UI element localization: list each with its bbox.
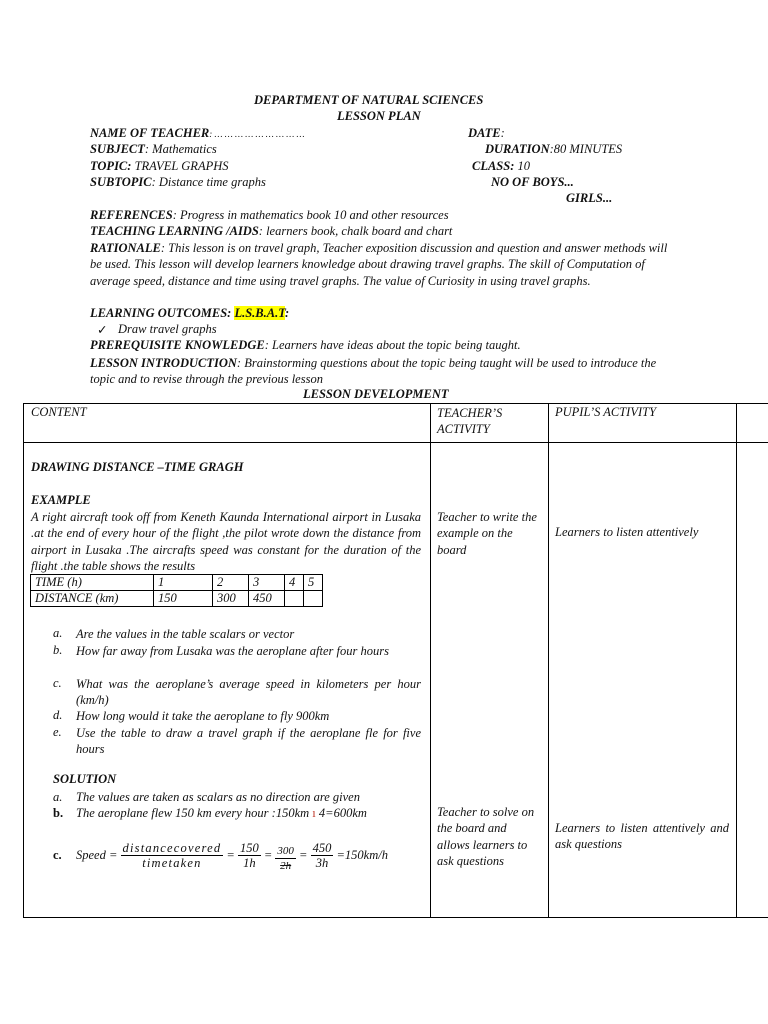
solution-letter-c: c.	[53, 848, 62, 862]
subject-label: SUBJECT	[90, 142, 145, 156]
date-label: DATE	[468, 126, 501, 140]
fraction-distance-time	[121, 841, 224, 870]
lesson-development-title: LESSON DEVELOPMENT	[303, 387, 449, 401]
table-cell	[285, 591, 304, 607]
solution-text-b	[76, 806, 367, 821]
aids-line	[90, 224, 452, 239]
teacher-activity-1: Teacher to write the example on the board	[437, 510, 537, 557]
duration-label: DURATION	[485, 142, 550, 156]
class-line	[472, 159, 530, 174]
fraction-numerator: distancecovered	[122, 841, 222, 855]
date-line	[468, 126, 505, 141]
table-cell: 2	[213, 575, 249, 591]
date-value: :	[500, 126, 505, 140]
table-col-divider-1	[430, 403, 431, 918]
table-cell: 4	[285, 575, 304, 591]
handwritten-mark: ı	[312, 806, 316, 820]
boys-label: NO OF BOYS...	[491, 175, 574, 189]
references-text: : Progress in mathematics book 10 and other resources	[172, 208, 449, 222]
duration-value: :80 MINUTES	[549, 142, 623, 156]
class-label: CLASS:	[472, 159, 515, 173]
table-header-divider	[23, 442, 768, 443]
table-row	[31, 575, 323, 591]
col-header-teacher: TEACHER’S ACTIVITY	[437, 406, 503, 437]
rationale-label: RATIONALE	[90, 241, 161, 255]
prerequisite-label: PREREQUISITE KNOWLEDGE	[90, 338, 265, 352]
question-text: Are the values in the table scalars or vector	[76, 627, 295, 641]
outcomes-line	[90, 306, 289, 321]
teacher-name-line	[90, 126, 305, 141]
subject-line	[90, 142, 217, 157]
equals-sign: =	[263, 848, 276, 862]
teacher-name-value: : … … … … … … … … …	[209, 129, 305, 139]
table-border-left	[23, 403, 24, 918]
table-cell: 5	[304, 575, 323, 591]
speed-result: =150km/h	[336, 848, 388, 862]
fraction-150-1h	[238, 841, 261, 870]
fraction-450-3h	[311, 841, 334, 870]
table-row	[31, 591, 323, 607]
table-cell: 1	[154, 575, 213, 591]
question-letter: b.	[53, 643, 63, 657]
outcomes-label: LEARNING OUTCOMES:	[90, 306, 235, 320]
outcome-item: Draw travel graphs	[118, 322, 217, 336]
topic-line	[90, 159, 229, 174]
question-text: How long would it take the aeroplane to fly 900km	[76, 709, 330, 723]
references-label: REFERENCES	[90, 208, 173, 222]
question-letter: e.	[53, 725, 62, 739]
table-col-divider-2	[548, 403, 549, 918]
question-text: Use the table to draw a travel graph if the aeroplane fle for five hours	[76, 726, 421, 757]
fraction-numerator: 450	[312, 841, 332, 855]
col-header-pupil: PUPIL’S ACTIVITY	[555, 405, 657, 419]
table-cell: TIME (h)	[31, 575, 154, 591]
subtopic-label: SUBTOPIC	[90, 175, 152, 189]
subject-value: : Mathematics	[144, 142, 217, 156]
prerequisite-text: : Learners have ideas about the topic being taught.	[264, 338, 521, 352]
aids-text: : learners book, chalk board and chart	[258, 224, 453, 238]
solution-b-part-1: The aeroplane flew 150 km every hour :150km	[76, 806, 313, 820]
fraction-denominator: 2h	[280, 860, 292, 872]
question-text: How far away from Lusaka was the aeroplane after four hours	[76, 644, 389, 658]
prerequisite-line	[90, 338, 521, 353]
table-border-bottom	[23, 917, 768, 918]
question-letter: a.	[53, 626, 63, 640]
subtopic-value: : Distance time graphs	[151, 175, 266, 189]
equals-sign: =	[299, 848, 311, 862]
lesson-plan-title: LESSON PLAN	[337, 109, 421, 123]
solution-b-part-2: 4=600km	[315, 806, 367, 820]
equals-sign: =	[226, 848, 238, 862]
speed-equation	[76, 838, 388, 873]
references-line	[90, 208, 449, 223]
fraction-denominator: 1h	[243, 856, 256, 870]
introduction-paragraph	[90, 355, 670, 388]
outcomes-highlight: L.S.B.A.T	[234, 306, 285, 320]
table-border-top	[23, 403, 768, 404]
teacher-activity-2: Teacher to solve on the board and allows learners to ask questions	[437, 805, 535, 868]
table-cell: 450	[249, 591, 285, 607]
solution-letter-b: b.	[53, 806, 64, 820]
table-cell	[304, 591, 323, 607]
fraction-300-2h	[275, 838, 296, 873]
question-letter: d.	[53, 708, 63, 722]
duration-line	[485, 142, 622, 157]
fraction-numerator: 300	[277, 845, 294, 857]
girls-label: GIRLS...	[566, 191, 613, 205]
solution-letter-a: a.	[53, 790, 63, 804]
check-icon: ✓	[97, 323, 108, 337]
class-value: 10	[514, 159, 531, 173]
example-paragraph: A right aircraft took off from Keneth Kaunda International airport in Lusaka .at the end of every hour of the flight ,the pilot wrote down the distance from airport in Lusaka .The aircrafts speed was constant for the duration of the flight .the table shows the results	[31, 510, 421, 573]
department-title: DEPARTMENT OF NATURAL SCIENCES	[254, 93, 484, 107]
example-label: EXAMPLE	[31, 493, 91, 507]
table-cell: 3	[249, 575, 285, 591]
pupil-activity-1: Learners to listen attentively	[555, 525, 699, 539]
pupil-activity-2: Learners to listen attentively and ask questions	[555, 821, 729, 852]
fraction-denominator: timetaken	[142, 856, 202, 870]
table-cell: DISTANCE (km)	[31, 591, 154, 607]
aids-label: TEACHING LEARNING /AIDS	[90, 224, 259, 238]
topic-value: TRAVEL GRAPHS	[131, 159, 229, 173]
fraction-denominator: 3h	[315, 856, 329, 870]
outcomes-colon: :	[284, 306, 290, 320]
question-text: What was the aeroplane’s average speed in kilometers per hour (km/h)	[76, 677, 421, 708]
col-header-content: CONTENT	[31, 405, 87, 419]
speed-lhs: Speed =	[76, 848, 121, 862]
solution-label: SOLUTION	[53, 772, 117, 786]
teacher-name-label: NAME OF TEACHER	[90, 126, 210, 140]
section-title: DRAWING DISTANCE –TIME GRAGH	[31, 460, 244, 474]
topic-label: TOPIC:	[90, 159, 132, 173]
question-letter: c.	[53, 676, 62, 690]
rationale-text: : This lesson is on travel graph, Teacher exposition discussion and question and answer methods will be used. This lesson will develop learners knowledge about drawing travel graphs. The skill of Computation of average speed, distance and time using travel graphs. The value of Curiosity in using travel graphs.	[90, 241, 668, 288]
results-table	[30, 574, 323, 607]
solution-text-a: The values are taken as scalars as no direction are given	[76, 790, 360, 804]
introduction-text: : Brainstorming questions about the topic being taught will be used to introduce the topic and to revise through the previous lesson	[90, 356, 657, 387]
table-cell: 150	[154, 591, 213, 607]
table-cell: 300	[213, 591, 249, 607]
table-col-divider-3	[736, 403, 737, 918]
rationale-paragraph	[90, 240, 680, 289]
introduction-label: LESSON INTRODUCTION	[90, 356, 237, 370]
fraction-numerator: 150	[239, 841, 259, 855]
subtopic-line	[90, 175, 266, 190]
